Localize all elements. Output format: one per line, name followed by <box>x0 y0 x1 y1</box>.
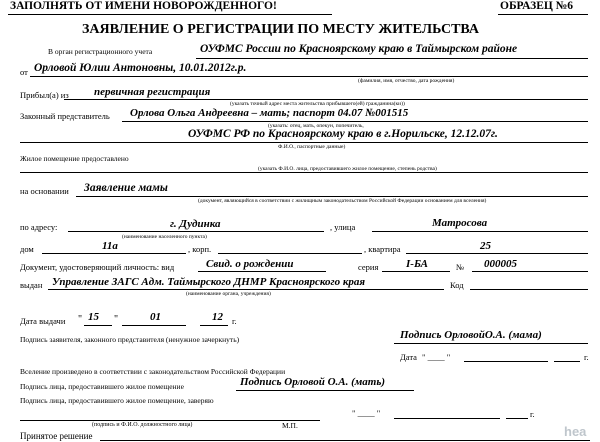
provider-signature-value: Подпись Орловой О.А. (мать) <box>240 376 386 388</box>
document-kind-value: Свид. о рождении <box>206 258 294 270</box>
housing-caption: (указать Ф.И.О. лица, предоставившего жилое помещение, степень родства) <box>258 166 437 172</box>
house-label: дом <box>20 244 34 254</box>
corp-line <box>218 253 362 254</box>
basis-value: Заявление мамы <box>84 182 168 194</box>
watermark-logo: hea <box>564 424 587 439</box>
fill-note-underline <box>8 14 332 15</box>
applicant-date-year-suffix: г. <box>584 352 589 362</box>
house-line <box>42 253 186 254</box>
issue-year-value: 12 <box>212 311 223 323</box>
housing-line <box>20 172 588 173</box>
issue-day-value: 15 <box>88 311 99 323</box>
code-line <box>470 289 588 290</box>
fill-note: ЗАПОЛНЯТЬ ОТ ИМЕНИ НОВОРОЖДЕННОГО! <box>10 0 277 12</box>
mp-label: М.П. <box>282 421 298 430</box>
page-title: ЗАЯВЛЕНИЕ О РЕГИСТРАЦИИ ПО МЕСТУ ЖИТЕЛЬСТВА <box>82 22 479 37</box>
sample-label: ОБРАЗЕЦ №6 <box>500 0 573 12</box>
arrived-value: первичная регистрация <box>94 86 211 98</box>
city-caption: (наименование населенного пункта) <box>122 234 207 240</box>
from-line <box>30 76 588 77</box>
city-line <box>68 231 324 232</box>
from-value: Орловой Юлии Антоновны, 10.01.2012г.р. <box>34 62 247 74</box>
street-line <box>372 231 588 232</box>
number-label: № <box>456 262 465 272</box>
document-kind-line <box>198 271 326 272</box>
sample-underline <box>498 14 588 15</box>
series-line <box>382 271 450 272</box>
settlement-note: Вселение произведено в соответствии с законодательством Российской Федерации <box>20 367 286 376</box>
series-value: I-БА <box>406 258 428 270</box>
basis-label: на основании <box>20 186 69 196</box>
document-label: Документ, удостоверяющий личность: вид <box>20 262 175 272</box>
basis-line <box>76 196 588 197</box>
provider-certify-label: Подпись лица, предоставившего жилое помещение, заверяю <box>20 396 214 405</box>
representative-caption: (указать: отец, мать, опекун, попечитель, <box>268 123 364 129</box>
address-label: по адресу: <box>20 222 58 232</box>
street-value: Матросова <box>432 217 488 229</box>
basis-caption: (документ, являющийся в соответствии с жилищным законодательством Российской Федерации основанием для вселения) <box>198 198 487 204</box>
provider-signature-label: Подпись лица, предоставившего жилое помещение <box>20 382 184 391</box>
official-date-year-suffix: г. <box>530 409 535 419</box>
city-value: г. Дудинка <box>170 218 221 230</box>
arrived-caption: (указать точный адрес места жительства прибывшего(ей) гражданина(ки)) <box>230 101 405 107</box>
official-date-year-line <box>506 418 528 419</box>
issued-caption: (наименование органа, учреждения) <box>186 291 271 297</box>
issue-month-value: 01 <box>150 311 161 323</box>
arrived-line <box>64 99 588 100</box>
representative-caption-2: Ф.И.О., паспортные данные) <box>278 144 346 150</box>
flat-value: 25 <box>480 240 491 252</box>
issue-day-line <box>84 325 112 326</box>
issue-year-line <box>200 325 228 326</box>
street-label: , улица <box>330 222 356 232</box>
representative-line-2 <box>20 142 588 143</box>
housing-label: Жилое помещение предоставлено <box>20 154 129 163</box>
official-signature-caption: (подпись и Ф.И.О. должностного лица) <box>92 422 193 428</box>
issue-date-quote-close: " <box>114 314 119 325</box>
applicant-date-month-line <box>464 361 548 362</box>
applicant-signature-label: Подпись заявителя, законного представителя (ненужное зачеркнуть) <box>20 335 240 344</box>
code-label: Код <box>450 280 464 290</box>
from-label: от <box>20 67 28 77</box>
number-line <box>472 271 588 272</box>
applicant-date-quotes: " ____ " <box>422 352 451 362</box>
organ-line <box>196 58 588 59</box>
issue-date-quote-open: " <box>78 314 83 325</box>
flat-label: , квартира <box>364 244 401 254</box>
number-value: 000005 <box>484 258 517 270</box>
representative-value: Орлова Ольга Андреевна – мать; паспорт 04.07 №001515 <box>130 107 409 119</box>
applicant-date-year-line <box>554 361 580 362</box>
issue-date-label: Дата выдачи <box>20 316 66 326</box>
decision-line <box>100 440 590 441</box>
flat-line <box>406 253 588 254</box>
arrived-label: Прибыл(а) из <box>20 90 69 100</box>
from-caption: (фамилия, имя, отчество, дата рождения) <box>358 78 455 84</box>
representative-label: Законный представитель <box>20 111 110 121</box>
organ-label: В орган регистрационного учета <box>48 47 153 56</box>
applicant-signature-line <box>394 343 588 344</box>
issue-month-line <box>122 325 186 326</box>
issued-line <box>48 289 444 290</box>
series-label: серия <box>358 262 379 272</box>
official-date-quotes: " ____ " <box>352 408 381 418</box>
organ-value: ОУФМС России по Красноярскому краю в Таймырском районе <box>200 43 518 55</box>
representative-line <box>122 121 588 122</box>
provider-signature-line <box>236 390 414 391</box>
applicant-date-label: Дата <box>400 352 417 362</box>
decision-label: Принятое решение <box>20 431 93 441</box>
official-signature-line <box>20 420 320 421</box>
representative-value-2: ОУФМС РФ по Красноярскому краю в г.Норильске, 12.12.07г. <box>188 128 498 140</box>
issued-label: выдан <box>20 280 43 290</box>
issued-value: Управление ЗАГС Адм. Таймырского ДНМР Красноярского края <box>52 276 366 288</box>
applicant-signature-value: Подпись ОрловойО.А. (мама) <box>400 329 542 341</box>
official-date-month-line <box>394 418 500 419</box>
corp-label: , корп. <box>188 244 212 254</box>
issue-year-suffix: г. <box>232 316 237 326</box>
house-value: 11а <box>102 240 118 252</box>
